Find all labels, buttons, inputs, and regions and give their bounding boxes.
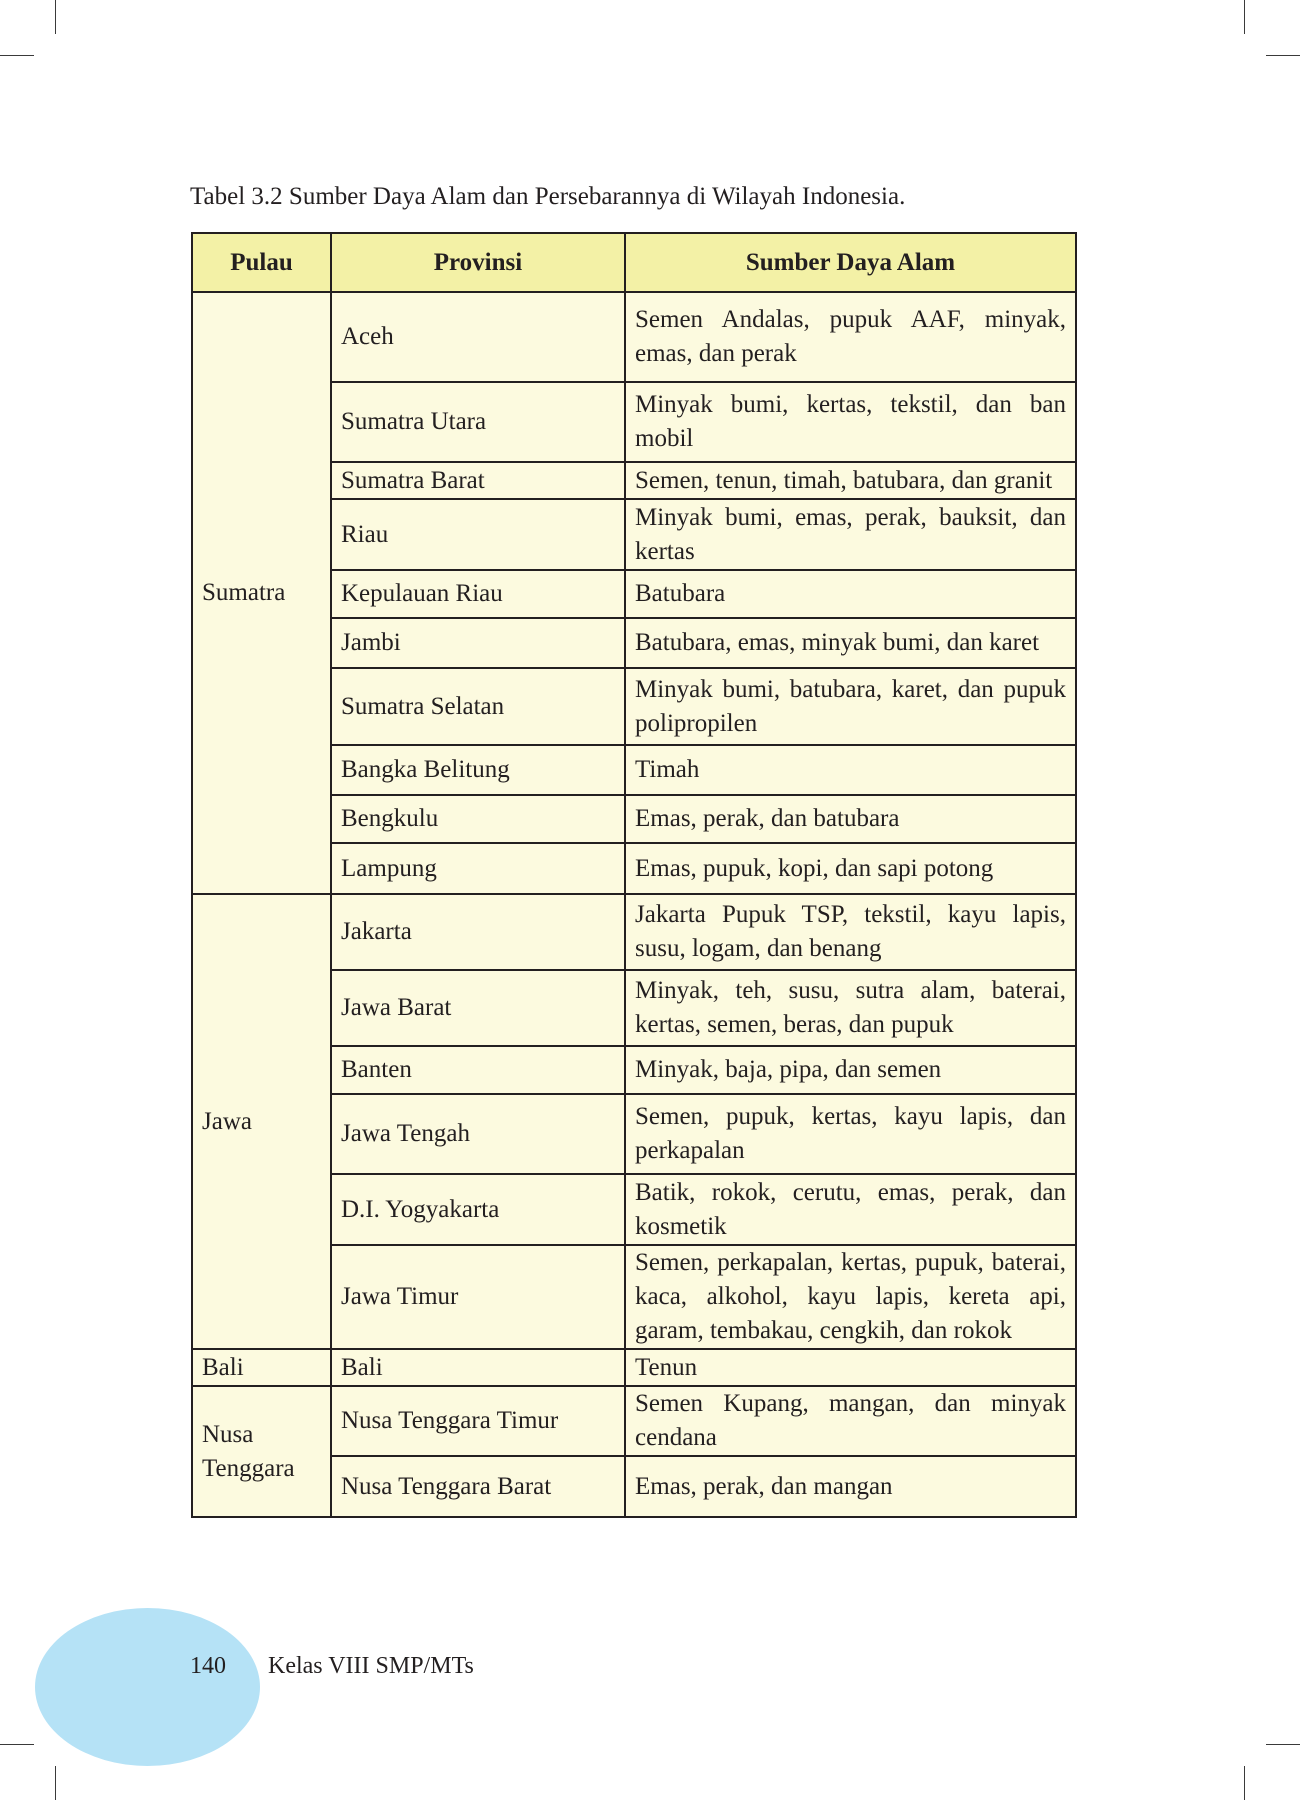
provinsi-cell: Sumatra Selatan [331, 668, 625, 745]
crop-mark [1244, 1766, 1245, 1800]
pulau-cell: Sumatra [192, 292, 331, 894]
provinsi-cell: D.I. Yogyakarta [331, 1174, 625, 1245]
provinsi-cell: Aceh [331, 292, 625, 382]
provinsi-cell: Jawa Barat [331, 970, 625, 1046]
crop-mark [55, 0, 56, 34]
header-sumber-daya-alam: Sumber Daya Alam [625, 233, 1076, 292]
header-pulau: Pulau [192, 233, 331, 292]
sda-cell: Minyak bumi, batubara, karet, dan pupuk polipropilen [625, 668, 1076, 745]
crop-mark [0, 55, 34, 56]
provinsi-cell: Bengkulu [331, 795, 625, 843]
sda-cell: Emas, perak, dan mangan [625, 1456, 1076, 1517]
provinsi-cell: Bangka Belitung [331, 745, 625, 795]
crop-mark [1266, 1744, 1300, 1745]
table-caption: Tabel 3.2 Sumber Daya Alam dan Persebarannya di Wilayah Indonesia. [190, 183, 906, 210]
crop-mark [0, 1744, 34, 1745]
table-header-row [192, 233, 1076, 292]
pulau-cell: Bali [192, 1349, 331, 1386]
provinsi-cell: Jakarta [331, 894, 625, 970]
provinsi-cell: Banten [331, 1046, 625, 1094]
provinsi-cell: Jawa Timur [331, 1245, 625, 1349]
sda-cell: Timah [625, 745, 1076, 795]
sda-cell: Emas, pupuk, kopi, dan sapi potong [625, 843, 1076, 894]
sda-cell: Emas, perak, dan batubara [625, 795, 1076, 843]
sda-cell: Semen, tenun, timah, batubara, dan granit [625, 462, 1076, 499]
provinsi-cell: Sumatra Barat [331, 462, 625, 499]
sda-cell: Batubara, emas, minyak bumi, dan karet [625, 618, 1076, 668]
sda-cell: Jakarta Pupuk TSP, tekstil, kayu lapis, susu, logam, dan benang [625, 894, 1076, 970]
sda-cell: Semen Andalas, pupuk AAF, minyak, emas, dan perak [625, 292, 1076, 382]
crop-mark [1266, 55, 1300, 56]
sda-cell: Minyak bumi, kertas, tekstil, dan ban mobil [625, 382, 1076, 462]
sda-cell: Semen, perkapalan, kertas, pupuk, baterai, kaca, alkohol, kayu lapis, kereta api, garam, tembakau, cengkih, dan rokok [625, 1245, 1076, 1349]
provinsi-cell: Riau [331, 499, 625, 570]
book-title: Kelas VIII SMP/MTs [268, 1653, 474, 1679]
table-row [192, 1349, 1076, 1386]
sda-cell: Batubara [625, 570, 1076, 618]
pulau-cell: Nusa Tenggara [192, 1386, 331, 1517]
sda-cell: Tenun [625, 1349, 1076, 1386]
resource-table [191, 232, 1077, 1518]
header-provinsi: Provinsi [331, 233, 625, 292]
provinsi-cell: Sumatra Utara [331, 382, 625, 462]
provinsi-cell: Lampung [331, 843, 625, 894]
sda-cell: Minyak bumi, emas, perak, bauksit, dan kertas [625, 499, 1076, 570]
pulau-cell: Jawa [192, 894, 331, 1349]
sda-cell: Minyak, teh, susu, sutra alam, baterai, kertas, semen, beras, dan pupuk [625, 970, 1076, 1046]
provinsi-cell: Kepulauan Riau [331, 570, 625, 618]
crop-mark [55, 1766, 56, 1800]
table-row [192, 894, 1076, 970]
provinsi-cell: Bali [331, 1349, 625, 1386]
page-number: 140 [190, 1653, 226, 1679]
provinsi-cell: Jawa Tengah [331, 1094, 625, 1174]
table-row [192, 292, 1076, 382]
sda-cell: Minyak, baja, pipa, dan semen [625, 1046, 1076, 1094]
provinsi-cell: Nusa Tenggara Barat [331, 1456, 625, 1517]
provinsi-cell: Nusa Tenggara Timur [331, 1386, 625, 1456]
crop-mark [1244, 0, 1245, 34]
table-row [192, 1386, 1076, 1456]
sda-cell: Semen Kupang, mangan, dan minyak cendana [625, 1386, 1076, 1456]
sda-cell: Batik, rokok, cerutu, emas, perak, dan kosmetik [625, 1174, 1076, 1245]
page-number-badge [35, 1608, 260, 1766]
provinsi-cell: Jambi [331, 618, 625, 668]
sda-cell: Semen, pupuk, kertas, kayu lapis, dan perkapalan [625, 1094, 1076, 1174]
